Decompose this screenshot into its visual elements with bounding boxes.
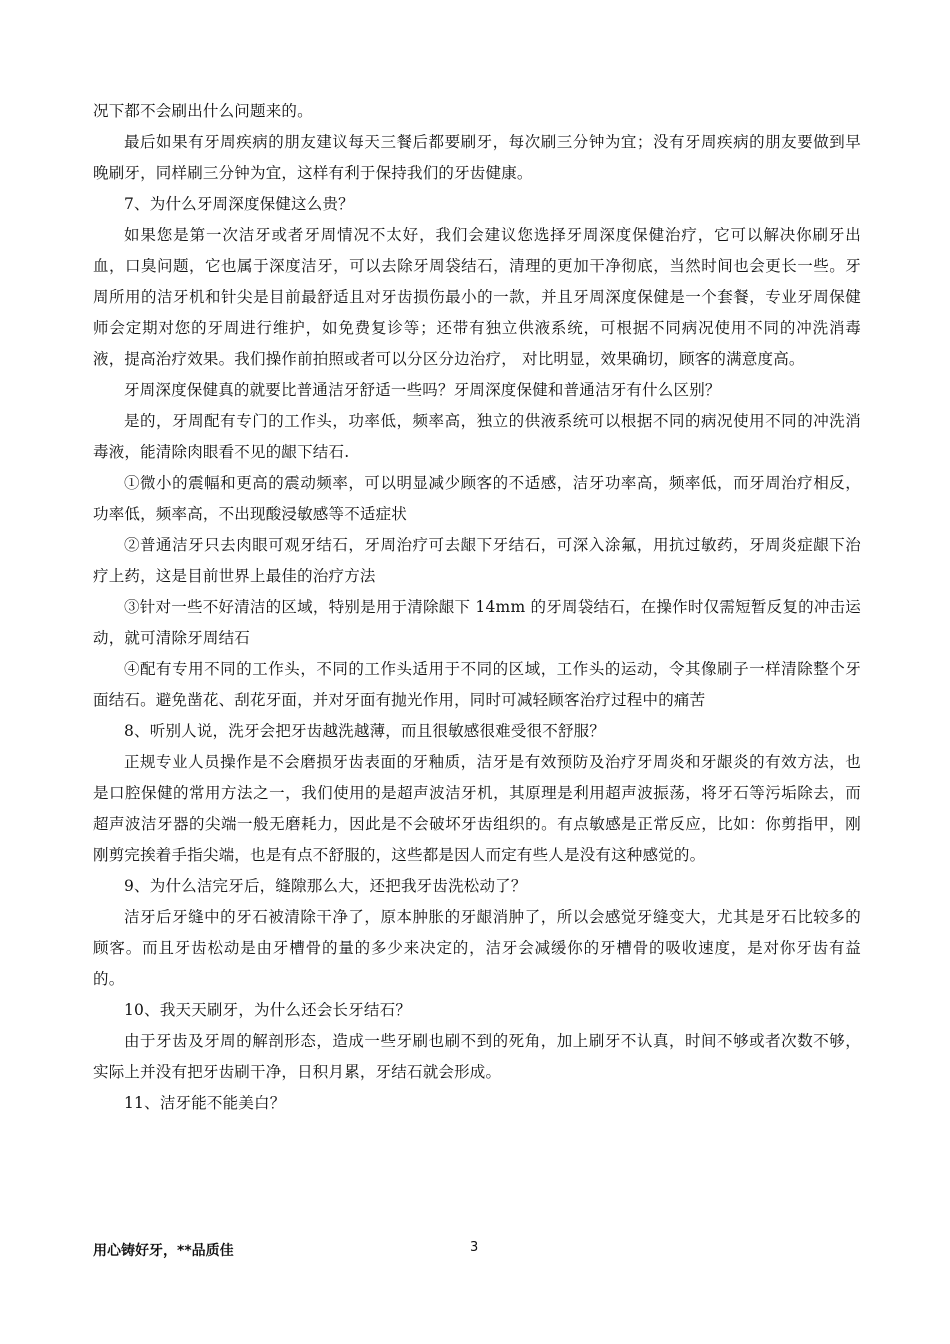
list-item: ①微小的震幅和更高的震动频率，可以明显减少顾客的不适感，洁牙功率高，频率低，而牙周治疗相反，功率低，频率高，不出现酸浸敏感等不适症状 <box>93 474 861 523</box>
section-heading: 10、我天天刷牙，为什么还会长牙结石？ <box>124 1001 412 1019</box>
list-item: ③针对一些不好清洁的区域，特别是用于清除龈下 14mm 的牙周袋结石，在操作时仅需短暂反复的冲击运动，就可清除牙周结石 <box>93 598 861 647</box>
section-heading: 7、为什么牙周深度保健这么贵？ <box>124 195 354 213</box>
paragraph: 最后如果有牙周疾病的朋友建议每天三餐后都要刷牙，每次刷三分钟为宜；没有牙周疾病的朋友要做到早晚刷牙，同样刷三分钟为宜，这样有利于保持我们的牙齿健康。 <box>93 133 861 182</box>
list-item: ④配有专用不同的工作头，不同的工作头适用于不同的区域，工作头的运动，令其像刷子一样清除整个牙面结石。避免凿花、刮花牙面，并对牙面有抛光作用，同时可减轻顾客治疗过程中的痛苦 <box>93 660 861 709</box>
section-heading: 11、洁牙能不能美白？ <box>124 1094 286 1112</box>
paragraph: 如果您是第一次洁牙或者牙周情况不太好，我们会建议您选择牙周深度保健治疗，它可以解决你刷牙出血，口臭问题，它也属于深度洁牙，可以去除牙周袋结石，清理的更加干净彻底，当然时间也会更长一些。牙周所用的洁牙机和针尖是目前最舒适且对牙齿损伤最小的一款，并且牙周深度保健是一个套餐，专业牙周保健师会定期对您的牙周进行维护，如免费复诊等；还带有独立供液系统，可根据不同病况使用不同的冲洗消毒液，提高治疗效果。我们操作前拍照或者可以分区分边治疗， 对比明显，效果确切，顾客的满意度高。 <box>93 226 861 368</box>
paragraph: 由于牙齿及牙周的解剖形态，造成一些牙刷也刷不到的死角，加上刷牙不认真，时间不够或者次数不够，实际上并没有把牙齿刷干净，日积月累，牙结石就会形成。 <box>93 1032 861 1081</box>
section-subheading: 牙周深度保健真的就要比普通洁牙舒适一些吗？牙周深度保健和普通洁牙有什么区别？ <box>124 381 721 399</box>
paragraph: 正规专业人员操作是不会磨损牙齿表面的牙釉质，洁牙是有效预防及治疗牙周炎和牙龈炎的有效方法，也是口腔保健的常用方法之一，我们使用的是超声波洁牙机，其原理是利用超声波振荡，将牙石等污垢除去，而超声波洁牙器的尖端一般无磨耗力，因此是不会破坏牙齿组织的。有点敏感是正常反应，比如：你剪指甲，刚刚剪完挨着手指尖端，也是有点不舒服的，这些都是因人而定有些人是没有这种感觉的。 <box>93 753 861 864</box>
section-heading: 9、为什么洁完牙后，缝隙那么大，还把我牙齿洗松动了？ <box>124 877 527 895</box>
section-heading: 8、听别人说，洗牙会把牙齿越洗越薄，而且很敏感很难受很不舒服？ <box>124 722 606 740</box>
paragraph: 是的，牙周配有专门的工作头，功率低，频率高，独立的供液系统可以根据不同的病况使用不同的冲洗消毒液，能清除肉眼看不见的龈下结石. <box>93 412 861 461</box>
footer-slogan: 用心铸好牙，**品质佳 <box>93 1243 234 1259</box>
list-item: ②普通洁牙只去肉眼可观牙结石，牙周治疗可去龈下牙结石，可深入涂氟，用抗过敏药，牙周炎症龈下治疗上药，这是目前世界上最佳的治疗方法 <box>93 536 861 585</box>
paragraph: 洁牙后牙缝中的牙石被清除干净了，原本肿胀的牙龈消肿了，所以会感觉牙缝变大，尤其是牙石比较多的顾客。而且牙齿松动是由牙槽骨的量的多少来决定的，洁牙会减缓你的牙槽骨的吸收速度，是对你牙齿有益的。 <box>93 908 861 988</box>
document-body <box>93 96 861 1119</box>
paragraph: 况下都不会刷出什么问题来的。 <box>93 102 313 120</box>
page-number: 3 <box>470 1240 479 1255</box>
